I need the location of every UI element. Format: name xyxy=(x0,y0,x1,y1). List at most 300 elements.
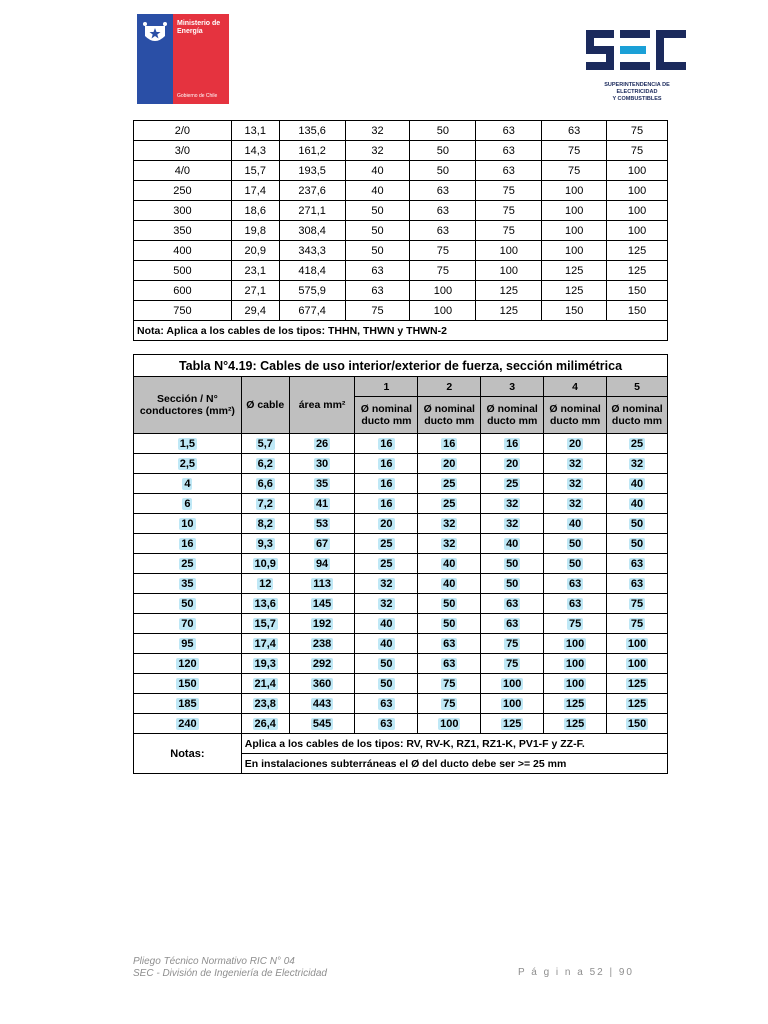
table-cell xyxy=(418,594,481,614)
table-cell: 75 xyxy=(607,141,668,161)
cell-value: 26,4 xyxy=(254,717,276,730)
coat-of-arms-icon xyxy=(137,14,173,104)
table-cell: 18,6 xyxy=(231,201,279,221)
table-row xyxy=(134,434,668,454)
table-cell: 300 xyxy=(134,201,232,221)
table-cell: 13,1 xyxy=(231,121,279,141)
cell-value: 1,5 xyxy=(179,437,196,450)
table-cell xyxy=(355,494,418,514)
cell-value: 40 xyxy=(443,577,456,590)
table-cell: 125 xyxy=(476,301,542,321)
table-cell: 63 xyxy=(410,221,476,241)
table-cell: 100 xyxy=(607,161,668,181)
cell-value: 6,2 xyxy=(257,457,273,470)
table-cell: 100 xyxy=(542,201,607,221)
table-cell xyxy=(481,454,544,474)
ministry-line1: Ministerio de xyxy=(177,20,221,27)
table-row xyxy=(134,494,668,514)
table-cell xyxy=(241,494,289,514)
ministry-line2: Energía xyxy=(177,28,203,35)
table-row xyxy=(134,614,668,634)
table-cell: 50 xyxy=(410,161,476,181)
cell-value: 100 xyxy=(565,657,585,670)
table-cell xyxy=(607,534,668,554)
table-cell xyxy=(355,474,418,494)
table-cell xyxy=(481,634,544,654)
table-cell xyxy=(134,594,242,614)
table-cell xyxy=(607,454,668,474)
table-cell xyxy=(241,534,289,554)
table-cell: 161,2 xyxy=(279,141,345,161)
cell-value: 12 xyxy=(259,577,272,590)
cell-value: 95 xyxy=(181,637,194,650)
table-cell: 75 xyxy=(476,181,542,201)
table-cell: 50 xyxy=(410,121,476,141)
table-cell: 418,4 xyxy=(279,261,345,281)
table-row xyxy=(134,594,668,614)
table-cell xyxy=(289,474,355,494)
table-cell: 100 xyxy=(607,201,668,221)
table-cell xyxy=(418,534,481,554)
notas-label: Notas: xyxy=(134,734,242,774)
cell-value: 240 xyxy=(178,717,197,730)
table-cell: 100 xyxy=(476,241,542,261)
table-cell xyxy=(607,654,668,674)
cell-value: 25 xyxy=(506,477,519,490)
table-cell: 308,4 xyxy=(279,221,345,241)
table-cell: 14,3 xyxy=(231,141,279,161)
cell-value: 53 xyxy=(315,517,329,530)
table-cell: 27,1 xyxy=(231,281,279,301)
table-cell: 125 xyxy=(607,241,668,261)
table-cell xyxy=(134,714,242,734)
table-cell: 32 xyxy=(345,141,410,161)
table-cell xyxy=(607,514,668,534)
table-cell xyxy=(241,694,289,714)
table-cell xyxy=(481,694,544,714)
table-row xyxy=(134,454,668,474)
cell-value: 2,5 xyxy=(179,457,196,470)
table-cell xyxy=(544,514,607,534)
header-duct-desc: Ø nominal ducto mm xyxy=(481,397,544,434)
table-cell xyxy=(481,614,544,634)
table-cell: 135,6 xyxy=(279,121,345,141)
cell-value: 75 xyxy=(443,697,456,710)
cell-value: 50 xyxy=(506,577,519,590)
cell-value: 20 xyxy=(506,457,519,470)
table-cell xyxy=(481,434,544,454)
table-cell xyxy=(355,674,418,694)
table-cell xyxy=(418,634,481,654)
table-row xyxy=(134,261,668,281)
cell-value: 63 xyxy=(568,597,582,610)
table-cell xyxy=(544,534,607,554)
cell-value: 16 xyxy=(181,537,194,550)
nota-1: Aplica a los cables de los tipos: RV, RV-K, RZ1, RZ1-K, PV1-F y ZZ-F. xyxy=(241,734,667,754)
cell-value: 16 xyxy=(443,437,456,450)
table-cell xyxy=(544,674,607,694)
cell-value: 16 xyxy=(506,437,519,450)
cell-value: 17,4 xyxy=(254,637,276,650)
table-cell xyxy=(241,654,289,674)
table-row xyxy=(134,674,668,694)
cell-value: 35 xyxy=(181,577,194,590)
table2-body xyxy=(134,434,668,734)
cell-value: 100 xyxy=(627,637,647,650)
table-cell xyxy=(607,434,668,454)
table-cell xyxy=(418,654,481,674)
table-cell xyxy=(607,694,668,714)
cell-value: 20 xyxy=(380,517,393,530)
header-duct-number: 3 xyxy=(481,377,544,397)
table-cell xyxy=(134,634,242,654)
table-cell xyxy=(355,714,418,734)
cell-value: 40 xyxy=(443,557,456,570)
table-cell: 500 xyxy=(134,261,232,281)
table-cell: 125 xyxy=(542,261,607,281)
cell-value: 8,2 xyxy=(257,517,273,530)
table-cell xyxy=(544,634,607,654)
table-row xyxy=(134,654,668,674)
table-cell xyxy=(134,574,242,594)
table-row xyxy=(134,301,668,321)
cell-value: 25 xyxy=(380,557,393,570)
cell-value: 32 xyxy=(380,577,393,590)
table-cell xyxy=(289,554,355,574)
cell-value: 20 xyxy=(443,457,456,470)
table-cell: 125 xyxy=(607,261,668,281)
table-cell xyxy=(241,454,289,474)
table-cell: 4/0 xyxy=(134,161,232,181)
cell-value: 75 xyxy=(568,617,582,630)
table-cell xyxy=(289,434,355,454)
table-cell: 75 xyxy=(345,301,410,321)
table-cell: 100 xyxy=(410,301,476,321)
page-number: P á g i n a 52 | 90 xyxy=(517,967,634,978)
header-duct-number: 2 xyxy=(418,377,481,397)
table-cell xyxy=(607,554,668,574)
cell-value: 32 xyxy=(506,517,519,530)
table-cell xyxy=(355,634,418,654)
table-cell xyxy=(134,654,242,674)
cell-value: 125 xyxy=(627,697,647,710)
table-cell: 150 xyxy=(542,301,607,321)
cell-value: 94 xyxy=(315,557,329,570)
cell-value: 7,2 xyxy=(257,497,273,510)
table-cell xyxy=(289,714,355,734)
table-cell: 20,9 xyxy=(231,241,279,261)
table-cell xyxy=(289,574,355,594)
header-duct-desc: Ø nominal ducto mm xyxy=(544,397,607,434)
cell-value: 100 xyxy=(565,637,585,650)
table-cell xyxy=(289,614,355,634)
table-cell: 3/0 xyxy=(134,141,232,161)
table-cell: 63 xyxy=(410,181,476,201)
table-cell xyxy=(418,434,481,454)
table-cell: 600 xyxy=(134,281,232,301)
table-cell xyxy=(544,554,607,574)
cell-value: 150 xyxy=(178,677,197,690)
table-cell xyxy=(134,554,242,574)
table-cell xyxy=(418,614,481,634)
cell-value: 6 xyxy=(184,497,191,510)
table-cell xyxy=(355,434,418,454)
table-cell xyxy=(355,594,418,614)
table-cell xyxy=(544,694,607,714)
table-cell xyxy=(289,654,355,674)
table-cell: 63 xyxy=(410,201,476,221)
table-cell xyxy=(544,574,607,594)
header-duct-number: 4 xyxy=(544,377,607,397)
cell-value: 75 xyxy=(630,597,644,610)
table-cell: 750 xyxy=(134,301,232,321)
table-cell xyxy=(481,514,544,534)
table-cell xyxy=(289,594,355,614)
cell-value: 63 xyxy=(630,557,644,570)
cell-value: 32 xyxy=(443,517,456,530)
cell-value: 100 xyxy=(565,677,585,690)
table-cell: 15,7 xyxy=(231,161,279,181)
table-cell xyxy=(481,574,544,594)
table-cell xyxy=(481,474,544,494)
table-cell xyxy=(481,594,544,614)
table-cell xyxy=(289,454,355,474)
table-row xyxy=(134,574,668,594)
table-cell xyxy=(544,614,607,634)
cell-value: 100 xyxy=(440,717,459,730)
table-cell xyxy=(134,514,242,534)
cell-value: 50 xyxy=(568,557,582,570)
table-row xyxy=(134,514,668,534)
table-cell xyxy=(355,614,418,634)
table-cell xyxy=(481,494,544,514)
table-cell xyxy=(481,714,544,734)
table-cell: 75 xyxy=(410,241,476,261)
cell-value: 63 xyxy=(630,577,644,590)
cell-value: 30 xyxy=(315,457,329,470)
cell-value: 63 xyxy=(443,657,456,670)
table-cell: 63 xyxy=(542,121,607,141)
table-cell xyxy=(607,494,668,514)
cell-value: 40 xyxy=(630,497,644,510)
cell-value: 50 xyxy=(380,677,393,690)
cell-value: 26 xyxy=(315,437,329,450)
table-cell: 75 xyxy=(410,261,476,281)
table-cell xyxy=(544,474,607,494)
table-cell: 40 xyxy=(345,181,410,201)
table-cell: 250 xyxy=(134,181,232,201)
cell-value: 125 xyxy=(627,677,647,690)
table-cell xyxy=(418,494,481,514)
cell-value: 100 xyxy=(503,677,522,690)
cell-value: 32 xyxy=(380,597,393,610)
table-cell xyxy=(418,714,481,734)
cell-value: 21,4 xyxy=(254,677,276,690)
table-cell xyxy=(481,654,544,674)
table-cell: 63 xyxy=(476,161,542,181)
table-cell xyxy=(481,674,544,694)
cell-value: 50 xyxy=(443,597,456,610)
table-cell: 63 xyxy=(345,281,410,301)
table-cell xyxy=(481,534,544,554)
table-row xyxy=(134,474,668,494)
table-row xyxy=(134,141,668,161)
table-cell xyxy=(607,674,668,694)
cell-value: 4 xyxy=(184,477,191,490)
table-cell xyxy=(355,574,418,594)
table-cell: 40 xyxy=(345,161,410,181)
table-cell: 50 xyxy=(345,221,410,241)
cell-value: 145 xyxy=(312,597,332,610)
table-cell xyxy=(544,594,607,614)
cell-value: 292 xyxy=(312,657,332,670)
cell-value: 9,3 xyxy=(257,537,273,550)
cell-value: 150 xyxy=(627,717,647,730)
cell-value: 75 xyxy=(443,677,456,690)
table-cell: 17,4 xyxy=(231,181,279,201)
cell-value: 113 xyxy=(313,577,331,590)
table-cell: 75 xyxy=(476,221,542,241)
cell-value: 50 xyxy=(443,617,456,630)
table-cell xyxy=(418,474,481,494)
cell-value: 75 xyxy=(506,637,519,650)
table-row xyxy=(134,161,668,181)
cell-value: 100 xyxy=(627,657,647,670)
cell-value: 63 xyxy=(380,697,393,710)
table-cell: 100 xyxy=(476,261,542,281)
cell-value: 15,7 xyxy=(254,617,276,630)
cell-value: 32 xyxy=(630,457,644,470)
table-cell: 75 xyxy=(607,121,668,141)
table-cell xyxy=(418,674,481,694)
cell-value: 32 xyxy=(568,497,582,510)
table-cell: 150 xyxy=(607,281,668,301)
cell-value: 35 xyxy=(315,477,329,490)
footer-left xyxy=(133,956,327,980)
table-cell xyxy=(418,514,481,534)
cell-value: 40 xyxy=(630,477,644,490)
table-cell xyxy=(544,654,607,674)
table-row xyxy=(134,534,668,554)
cell-value: 50 xyxy=(380,657,393,670)
cell-value: 19,3 xyxy=(254,657,276,670)
table-cell xyxy=(241,714,289,734)
table-cell xyxy=(418,574,481,594)
sec-logo-icon xyxy=(584,26,688,76)
table-row xyxy=(134,221,668,241)
table-cell: 29,4 xyxy=(231,301,279,321)
table-cell xyxy=(418,554,481,574)
table-cell xyxy=(481,554,544,574)
cell-value: 192 xyxy=(312,617,332,630)
table1-note: Nota: Aplica a los cables de los tipos: THHN, THWN y THWN-2 xyxy=(134,321,668,341)
table-cell xyxy=(289,694,355,714)
cell-value: 25 xyxy=(443,497,456,510)
cell-value: 100 xyxy=(503,697,522,710)
table-cell xyxy=(355,554,418,574)
cell-value: 50 xyxy=(568,537,582,550)
header-area: área mm² xyxy=(289,377,355,434)
table-cell xyxy=(289,674,355,694)
table-cell xyxy=(134,674,242,694)
table-cell xyxy=(355,534,418,554)
footer-line1: Pliego Técnico Normativo RIC N° 04 xyxy=(133,956,295,967)
cell-value: 32 xyxy=(568,477,582,490)
cell-value: 25 xyxy=(443,477,456,490)
cell-value: 63 xyxy=(506,617,519,630)
table-cell xyxy=(418,694,481,714)
table-4-19 xyxy=(133,354,668,774)
cell-value: 10 xyxy=(181,517,194,530)
cell-value: 67 xyxy=(315,537,329,550)
header-duct-number: 1 xyxy=(355,377,418,397)
table-cell: 50 xyxy=(345,201,410,221)
cell-value: 16 xyxy=(380,437,393,450)
table-cell xyxy=(241,434,289,454)
table-cell xyxy=(134,494,242,514)
sec-subtitle-2: Y COMBUSTIBLES xyxy=(612,96,662,102)
conduit-table-continuation xyxy=(133,120,668,341)
cell-value: 25 xyxy=(630,437,644,450)
cell-value: 63 xyxy=(506,597,519,610)
cell-value: 6,6 xyxy=(257,477,273,490)
table-cell xyxy=(355,694,418,714)
header-duct-desc: Ø nominal ducto mm xyxy=(607,397,668,434)
header-duct-desc: Ø nominal ducto mm xyxy=(418,397,481,434)
cell-value: 50 xyxy=(630,517,644,530)
cell-value: 25 xyxy=(181,557,194,570)
table-cell: 575,9 xyxy=(279,281,345,301)
table-cell: 75 xyxy=(542,161,607,181)
gobierno-logo xyxy=(137,14,229,104)
table-cell: 50 xyxy=(410,141,476,161)
cell-value: 41 xyxy=(315,497,329,510)
table-cell: 100 xyxy=(542,221,607,241)
cell-value: 50 xyxy=(630,537,644,550)
table-cell xyxy=(607,714,668,734)
cell-value: 50 xyxy=(506,557,519,570)
table-cell: 75 xyxy=(542,141,607,161)
table-cell xyxy=(134,454,242,474)
table-cell xyxy=(544,494,607,514)
cell-value: 443 xyxy=(312,697,332,710)
table-cell: 100 xyxy=(607,221,668,241)
table-cell xyxy=(607,594,668,614)
table-cell: 32 xyxy=(345,121,410,141)
table-cell xyxy=(289,634,355,654)
table-cell xyxy=(241,474,289,494)
table-cell: 100 xyxy=(607,181,668,201)
sec-subtitle-1: SUPERINTENDENCIA DE ELECTRICIDAD xyxy=(604,82,670,95)
table-cell xyxy=(289,534,355,554)
table-cell xyxy=(241,674,289,694)
footer-line2: SEC - División de Ingeniería de Electricidad xyxy=(133,968,327,979)
table-cell: 193,5 xyxy=(279,161,345,181)
cell-value: 16 xyxy=(380,497,393,510)
cell-value: 545 xyxy=(312,717,332,730)
table-cell: 2/0 xyxy=(134,121,232,141)
table-cell xyxy=(355,514,418,534)
table-cell xyxy=(355,654,418,674)
table-cell xyxy=(607,614,668,634)
table-cell: 271,1 xyxy=(279,201,345,221)
cell-value: 360 xyxy=(312,677,332,690)
table-cell: 677,4 xyxy=(279,301,345,321)
cell-value: 63 xyxy=(568,577,582,590)
cell-value: 16 xyxy=(380,457,393,470)
nota-2: En instalaciones subterráneas el Ø del ducto debe ser >= 25 mm xyxy=(241,754,667,774)
table-row xyxy=(134,554,668,574)
